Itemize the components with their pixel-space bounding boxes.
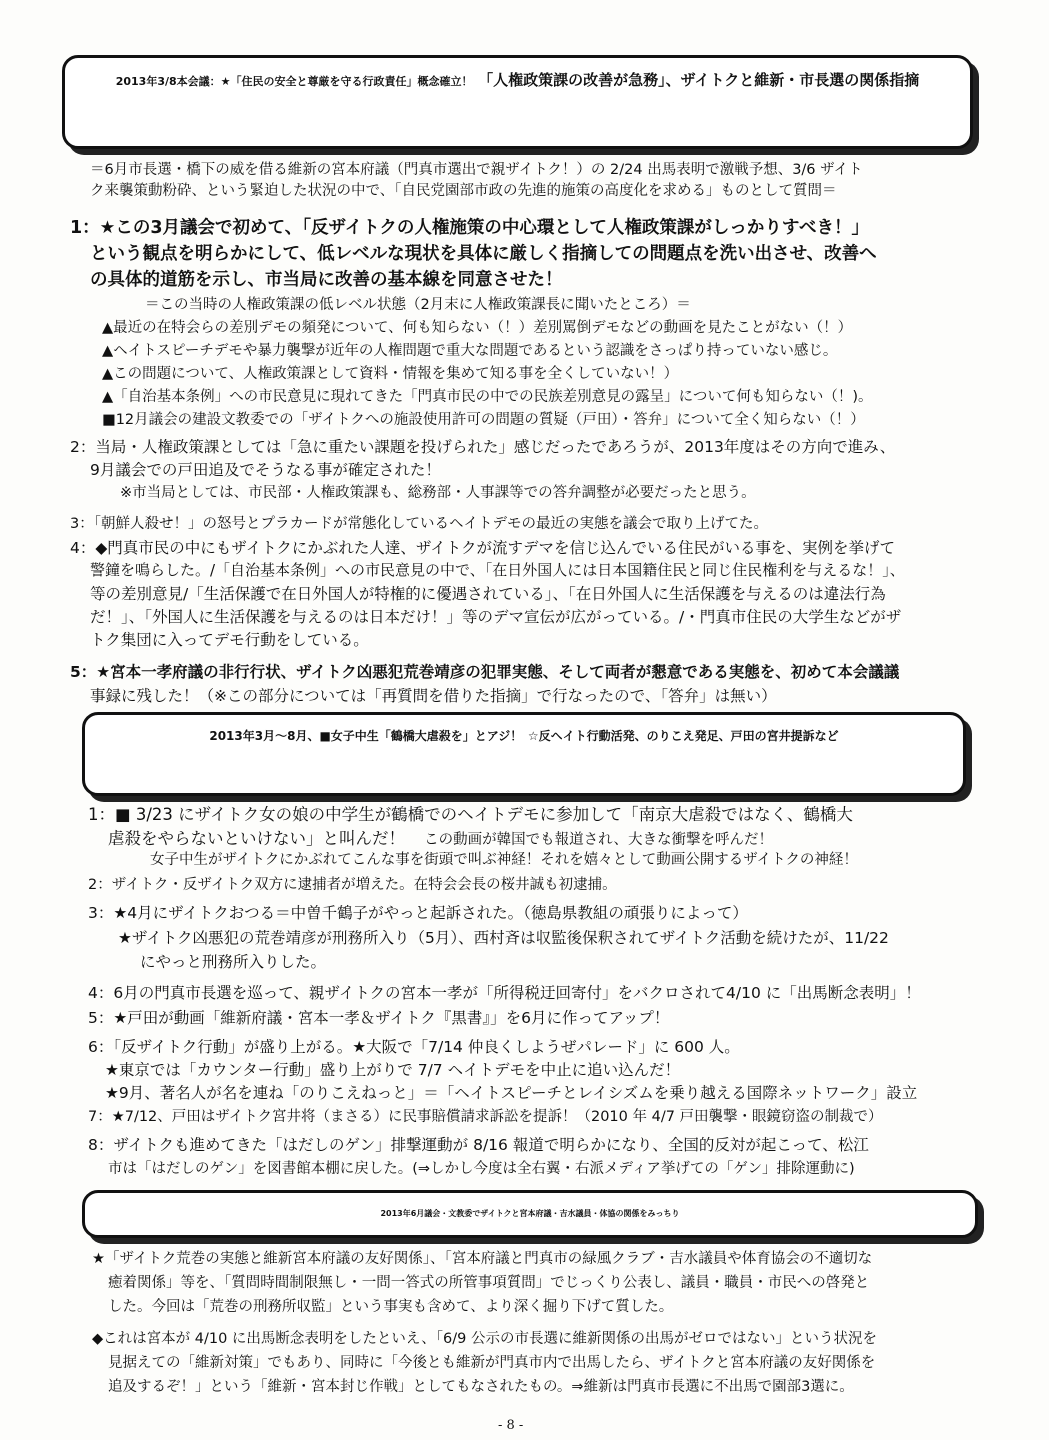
- s1-item2-line1: 2：当局・人権政策課としては「急に重たい課題を投げられた」感じだったであろうが、2013年度はその方向で進み、: [70, 438, 896, 456]
- s1-item2-line3: ※市当局としては、市民部・人権政策課も、総務部・人事課等での答弁調整が必要だったと思う。: [120, 485, 756, 501]
- s2-item7-line1: 7：★7/12、戸田はザイトク宮井将（まさる）に民事賠償請求訴訟を提訴！（2010 年 4/7 戸田襲撃・眼鏡窃盗の制裁で）: [88, 1109, 883, 1125]
- intro-line: ク来襲策動粉砕、という緊迫した状況の中で、「自民党園部市政の先進的施策の高度化を求める」ものとして質問＝: [90, 183, 837, 199]
- s1-item5-line1: 5：★宮本一孝府議の非行行状、ザイトク凶悪犯荒巻靖彦の犯罪実態、そして両者が懇意である実態を、初めて本会議議: [70, 663, 900, 681]
- s1-item5-line2: 事録に残した！（※この部分については「再質問を借りた指摘」で行なったので、「答弁」は無い）: [90, 687, 777, 705]
- s1-item1-sub: ▲「自治基本条例」への市民意見に現れてきた「門真市民の中での民族差別意見の露呈」について何も知らない（！)。: [102, 389, 873, 405]
- section2-title-line2: ☆反ヘイト行動活発、のりこえ発足、戸田の宮井提訴など: [527, 729, 839, 743]
- s2-item3-line3: にやっと刑務所入りした。: [140, 953, 327, 971]
- section3-title-line1: 2013年6月議会・文教委でザイトクと宮本府議・吉水議員・体協の関係をみっちり: [380, 1209, 680, 1218]
- s2-item6-line2: ★東京では「カウンター行動」盛り上がりで 7/7 ヘイトデモを中止に追い込んだ！: [105, 1061, 681, 1079]
- s2-item8-line2: 市は「はだしのゲン」を図書館本棚に戻した。(⇒しかし今度は全右翼・右派メディア挙げての「ゲン」排除運動に): [108, 1161, 855, 1177]
- s3-para1-line1: ★「ザイトク荒巻の実態と維新宮本府議の友好関係」、「宮本府議と門真市の緑風クラブ・吉水議員や体育協会の不適切な: [92, 1251, 873, 1267]
- s1-item3-line1: 3：「朝鮮人殺せ！」の怒号とプラカードが常態化しているヘイトデモの最近の実態を議会で取り上げてた。: [70, 516, 768, 532]
- s1-item1-sub: ▲この問題について、人権政策課として資料・情報を集めて知る事を全くしていない！）: [102, 366, 679, 382]
- s2-item2-line1: 2：ザイトク・反ザイトク双方に逮捕者が増えた。在特会会長の桜井誠も初逮捕。: [88, 877, 617, 893]
- s2-item3-line1: 3：★4月にザイトクおつる＝中曽千鶴子がやっと起訴された。（徳島県教組の頑張りによって）: [88, 904, 748, 922]
- s1-item1-line3: の具体的道筋を示し、市当局に改善の基本線を同意させた！: [90, 270, 563, 290]
- s2-item4-line1: 4：6月の門真市長選を巡って、親ザイトクの宮本一孝が「所得税迂回寄付」をバクロされて4/10 に「出馬断念表明」！: [88, 984, 921, 1002]
- s1-item1-sub: ▲ヘイトスピーチデモや暴力襲撃が近年の人権問題で重大な問題であるという認識をさっぱり持っていない感じ。: [102, 343, 838, 359]
- s1-item4-line3: 等の差別意見/「生活保護で在日外国人が特権的に優遇されている」、「在日外国人に生活保護を与えるのは違法行為: [90, 585, 886, 603]
- page-number: - 8 -: [498, 1418, 524, 1433]
- s3-para2-line3: 追及するぞ！」という「維新・宮本封じ作戦」としてもなされたもの。⇒維新は門真市長選に不出馬で園部3選に。: [108, 1379, 854, 1395]
- s2-item1-line2b: この動画が韓国でも報道され、大きな衝撃を呼んだ！: [424, 832, 773, 848]
- s2-item6-line3: ★9月、著名人が名を連ね「のりこえねっと」＝「ヘイトスピーチとレイシズムを乗り越える国際ネットワーク」設立: [105, 1084, 918, 1102]
- intro-line: ＝6月市長選・橋下の威を借る維新の宮本府議（門真市選出で親ザイトク！）の 2/24 出馬表明で激戦予想、3/6 ザイト: [90, 162, 863, 178]
- s1-item4-line1: 4：◆門真市民の中にもザイトクにかぶれた人達、ザイトクが流すデマを信じ込んでいる住民がいる事を、実例を挙げて: [70, 539, 895, 557]
- section2-title-box: [82, 712, 966, 796]
- section1-title-line1: 2013年3/8本会議：★「住民の安全と尊厳を守る行政責任」概念確立！: [115, 75, 473, 88]
- s1-item4-line2: 警鐘を鳴らした。/「自治基本条例」への市民意見の中で、「在日外国人には日本国籍住民と同じ住民権利を与えるな！」、: [90, 561, 905, 579]
- s1-item4-line4: だ！」、「外国人に生活保護を与えるのは日本だけ！」等のデマ宣伝が広がっている。/・門真市住民の大学生などがザ: [90, 608, 902, 626]
- s2-item6-line1: 6：「反ザイトク行動」が盛り上がる。★大阪で「7/14 仲良くしようぜパレード」に 600 人。: [88, 1038, 740, 1056]
- s2-item1-line1: 1：■ 3/23 にザイトク女の娘の中学生が鶴橋でのヘイトデモに参加して「南京大虐殺ではなく、鶴橋大: [88, 805, 853, 824]
- s2-item1-line2: [108, 825, 773, 849]
- s2-item1-line3: 女子中生がザイトクにかぶれてこんな事を街頭で叫ぶ神経！それを嬉々として動画公開するザイトクの神経！: [150, 852, 858, 868]
- section1-title-line2: 「人権政策課の改善が急務」、ザイトクと維新・市長選の関係指摘: [478, 71, 920, 89]
- s3-para2-line1: ◆これは宮本が 4/10 に出馬断念表明をしたといえ、「6/9 公示の市長選に維新関係の出馬がゼロではない」という状況を: [92, 1331, 877, 1347]
- s1-item1-sub: ■12月議会の建設文教委での「ザイトクへの施設使用許可の問題の質疑（戸田）・答弁」について全く知らない（！）: [102, 412, 865, 428]
- section2-title-line1: 2013年3月～8月、■女子中生「鶴橋大虐殺を」とアジ！: [209, 729, 523, 743]
- s1-item1-sub: ▲最近の在特会らの差別デモの頻発について、何も知らない（！）差別罵倒デモなどの動画を見たことがない（！）: [102, 320, 853, 336]
- s1-item1-sub: ＝この当時の人権政策課の低レベル状態（2月末に人権政策課長に聞いたところ）＝: [145, 297, 691, 313]
- s2-item3-line2: ★ザイトク凶悪犯の荒巻靖彦が刑務所入り（5月）、西村斉は収監後保釈されてザイトク活動を続けたが、11/22: [118, 929, 889, 947]
- section3-title-box: [82, 1190, 978, 1238]
- s3-para2-line2: 見据えての「維新対策」でもあり、同時に「今後とも維新が門真市内で出馬したら、ザイトクと宮本府議の友好関係を: [108, 1355, 876, 1371]
- section1-intro: [90, 160, 990, 202]
- s2-item1-line2a: 虐殺をやらないといけない」と叫んだ！: [108, 829, 405, 848]
- s1-item1-line2: という観点を明らかにして、低レベルな現状を具体に厳しく指摘しての問題点を洗い出させ、改善へ: [90, 244, 877, 264]
- s1-item2-line2: 9月議会での戸田追及でそうなる事が確定された！: [90, 461, 441, 479]
- section1-title-box: [62, 55, 973, 149]
- s2-item5-line1: 5：★戸田が動画「維新府議・宮本一孝＆ザイトク『黒書』」を6月に作ってアップ！: [88, 1009, 670, 1027]
- s1-item4-line5: トク集団に入ってデモ行動をしている。: [90, 631, 369, 649]
- s2-item8-line1: 8：ザイトクも進めてきた「はだしのゲン」排撃運動が 8/16 報道で明らかになり、全国的反対が起こって、松江: [88, 1136, 869, 1154]
- s3-para1-line2: 癒着関係」等を、「質問時間制限無し・一問一答式の所管事項質問」でじっくり公表し、議員・職員・市民への啓発と: [108, 1275, 870, 1291]
- s1-item1-line1: 1：★この3月議会で初めて、「反ザイトクの人権施策の中心環として人権政策課がしっかりすべき！」: [70, 218, 870, 238]
- s3-para1-line3: した。今回は「荒巻の刑務所収監」という事実も含めて、より深く掘り下げて質した。: [108, 1299, 674, 1315]
